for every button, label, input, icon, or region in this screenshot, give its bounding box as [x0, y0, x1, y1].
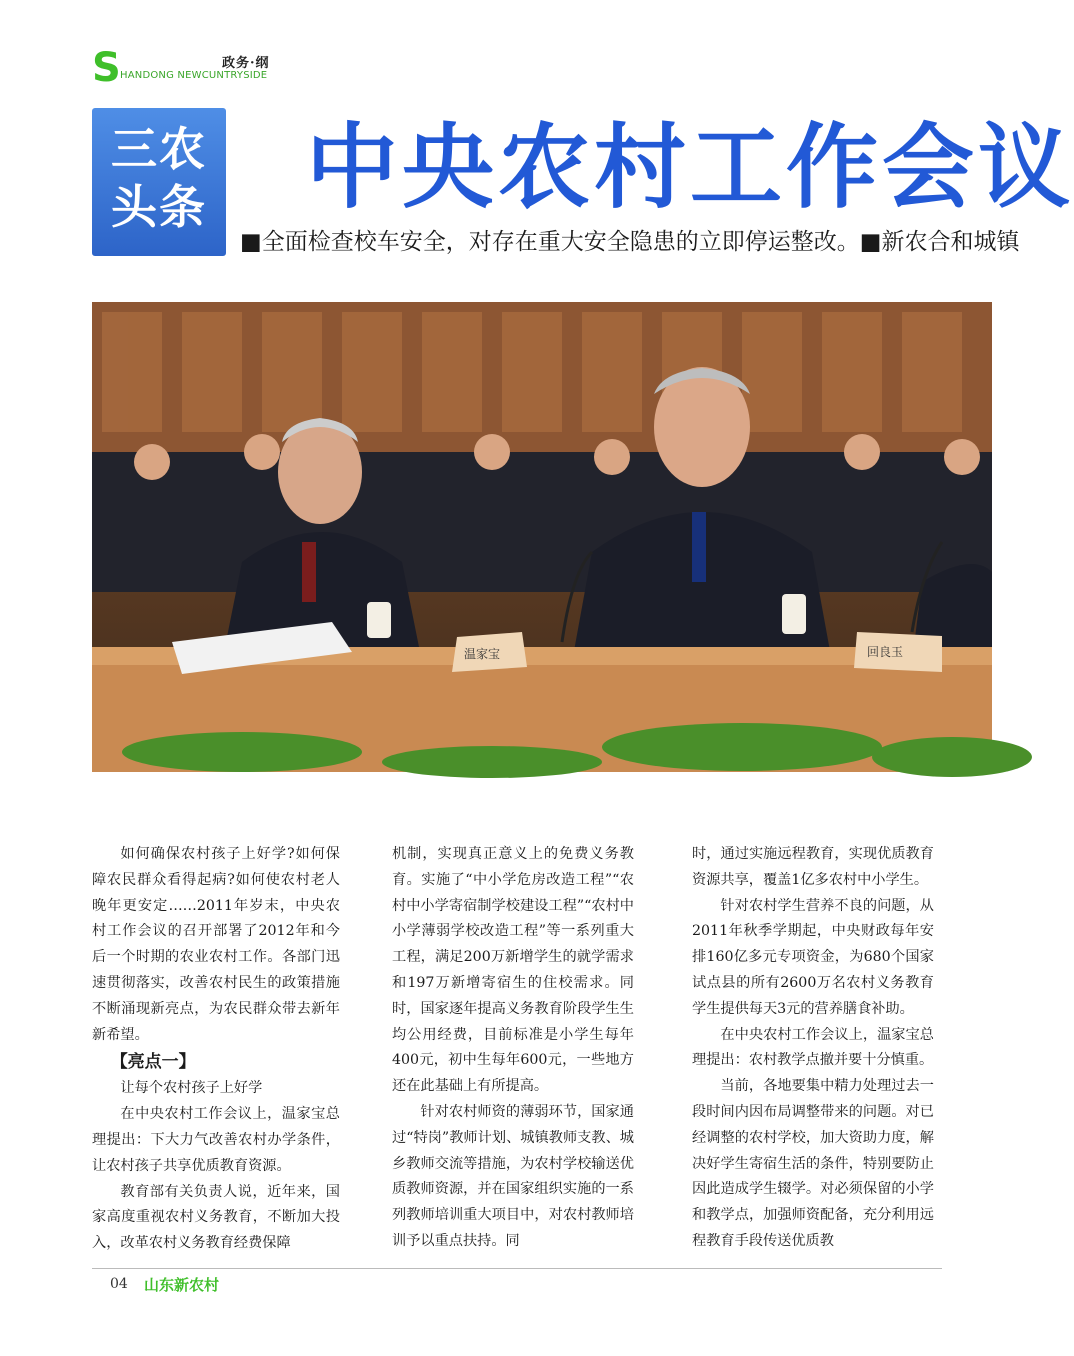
section-tag [92, 108, 226, 256]
masthead-section: 政务·纲 [222, 56, 270, 71]
article-column-3 [692, 842, 934, 1255]
paragraph: 当前，各地要集中精力处理过去一段时间内因布局调整带来的问题。对已经调整的农村学校，加大资助力度，解决好学生寄宿生活的条件，特别要防止因此造成学生辍学。对必须保留的小学和教学点，加强师资配备，充分利用远程教育手段传送优质教 [692, 1078, 934, 1249]
article-column-1 [92, 842, 340, 1257]
conference-photo [92, 302, 992, 772]
section-tag-line1: 三农 [111, 122, 207, 176]
footer-rule [92, 1268, 942, 1269]
article-headline: 中央农村工作会议 [306, 114, 1074, 221]
paragraph: 针对农村学生营养不良的问题，从2011年秋季学期起，中央财政每年安排160亿多元专项资金，为680个国家试点县的所有2600万名农村义务教育学生提供每天3元的营养膳食补助。 [692, 897, 934, 1017]
masthead-subtitle: HANDONG NEWCUNTRYSIDE [120, 70, 268, 81]
article-column-2 [392, 842, 634, 1255]
article-deck: ■全面检查校车安全，对存在重大安全隐患的立即停运整改。■新农合和城镇 [240, 229, 1020, 255]
paragraph: 在中央农村工作会议上，温家宝总理提出：下大力气改善农村办学条件，让农村孩子共享优质教育资源。 [92, 1106, 340, 1174]
paragraph: 如何确保农村孩子上好学?如何保障农民群众看得起病?如何使农村老人晚年更安定……2011年岁末，中央农村工作会议的召开部署了2012年和今后一个时期的农业农村工作。各部门迅速贯彻落实，改善农村民生的政策措施不断涌现新亮点，为农民群众带去新年新希望。 [92, 846, 340, 1043]
paragraph: 机制，实现真正意义上的免费义务教育。实施了“中小学危房改造工程”“农村中小学寄宿制学校建设工程”“农村中小学薄弱学校改造工程”等一系列重大工程，满足200万新增学生的就学需求和197万新增寄宿生的住校需求。同时，国家逐年提高义务教育阶段学生生均公用经费，目前标准是小学生每年400元，初中生每年600元，一些地方还在此基础上有所提高。 [392, 846, 634, 1095]
paragraph: 针对农村师资的薄弱环节，国家通过“特岗”教师计划、城镇教师支教、城乡教师交流等措施，为农村学校输送优质教师资源，并在国家组织实施的一系列教师培训重大项目中，对农村教师培训予以重点扶持。同 [392, 1103, 634, 1249]
paragraph: 在中央农村工作会议上，温家宝总理提出：农村教学点撤并要十分慎重。 [692, 1026, 934, 1069]
highlight-heading: 【亮点一】 [110, 1052, 196, 1073]
conference-photo-illustration [92, 302, 992, 772]
paragraph: 教育部有关负责人说，近年来，国家高度重视农村义务教育，不断加大投入，改革农村义务教育经费保障 [92, 1183, 340, 1252]
highlight-subheading: 让每个农村孩子上好学 [120, 1080, 263, 1097]
masthead [92, 45, 292, 91]
page-number: 04 [110, 1276, 128, 1292]
section-tag-text [92, 120, 226, 236]
nameplate-right: 回良玉 [867, 645, 904, 659]
nameplate-left: 温家宝 [464, 647, 501, 661]
section-tag-line2: 头条 [111, 180, 207, 234]
paragraph: 时，通过实施远程教育，实现优质教育资源共享，覆盖1亿多农村中小学生。 [692, 846, 934, 888]
magazine-name: 山东新农村 [144, 1276, 220, 1294]
masthead-logo-letter: S [92, 45, 121, 91]
